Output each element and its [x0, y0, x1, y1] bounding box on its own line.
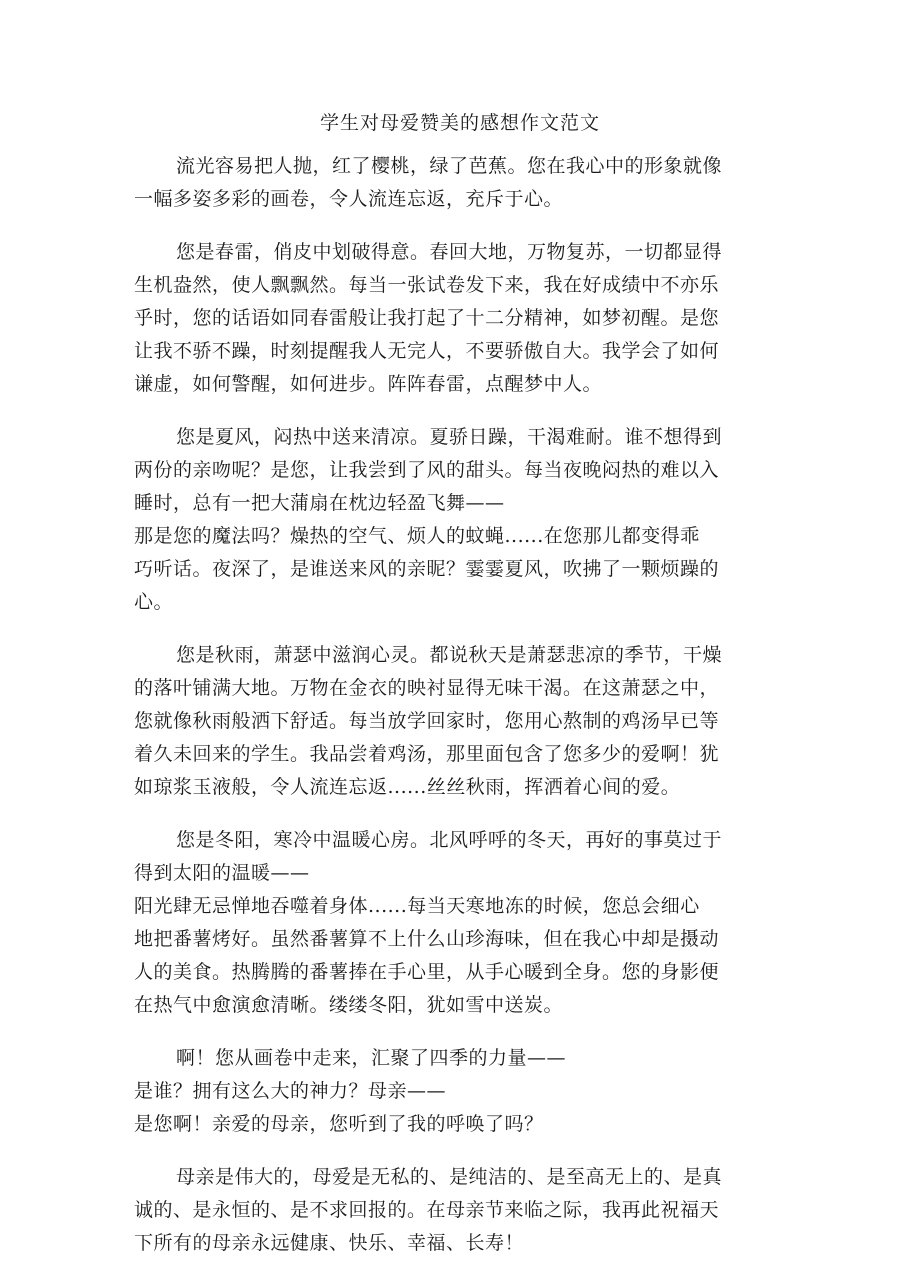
- paragraph-6: [134, 1042, 774, 1141]
- text-line: 睡时，总有一把大蒲扇在枕边轻盈飞舞——: [134, 492, 505, 514]
- text-line: 那是您的魔法吗？燥热的空气、烦人的蚊蝇......在您那儿都变得乖: [134, 525, 700, 547]
- paragraph-3: [134, 421, 774, 619]
- text-line: 着久未回来的学生。我品尝着鸡汤，那里面包含了您多少的爱啊！犹: [134, 743, 720, 765]
- text-line: 乎时，您的话语如同春雷般让我打起了十二分精神，如梦初醒。是您: [134, 307, 720, 329]
- text-line: 下所有的母亲永远健康、快乐、幸福、长寿！: [134, 1232, 525, 1254]
- text-line: 是谁？拥有这么大的神力？母亲——: [134, 1080, 447, 1102]
- text-line: 您是秋雨，萧瑟中滋润心灵。都说秋天是萧瑟悲凉的季节，干燥: [176, 644, 723, 666]
- text-line: 流光容易把人抛，红了樱桃，绿了芭蕉。您在我心中的形象就像: [176, 155, 723, 177]
- text-line: 一幅多姿多彩的画卷，令人流连忘返，充斥于心。: [134, 188, 564, 210]
- text-line: 的落叶铺满大地。万物在金衣的映衬显得无味干渴。在这萧瑟之中，: [134, 677, 720, 699]
- text-line: 得到太阳的温暖——: [134, 862, 310, 884]
- text-line: 您是冬阳，寒冷中温暖心房。北风呼呼的冬天，再好的事莫过于: [176, 829, 723, 851]
- document-title: 学生对母爱赞美的感想作文范文: [319, 112, 600, 134]
- document-body: [134, 150, 774, 1280]
- text-line: 您就像秋雨般洒下舒适。每当放学回家时，您用心熬制的鸡汤早已等: [134, 710, 720, 732]
- paragraph-5: [134, 824, 774, 1022]
- paragraph-1: [134, 150, 774, 216]
- text-line: 人的美食。热腾腾的番薯捧在手心里，从手心暖到全身。您的身影便: [134, 961, 720, 983]
- text-line: 您是春雷，俏皮中划破得意。春回大地，万物复苏，一切都显得: [176, 241, 723, 263]
- text-line: 巧听话。夜深了，是谁送来风的亲昵？霎霎夏风，吹拂了一颗烦躁的: [134, 558, 720, 580]
- text-line: 地把番薯烤好。虽然番薯算不上什么山珍海味，但在我心中却是摄动: [134, 928, 720, 950]
- text-line: 生机盎然，使人飘飘然。每当一张试卷发下来，我在好成绩中不亦乐: [134, 274, 720, 296]
- text-line: 您是夏风，闷热中送来清凉。夏骄日躁，干渴难耐。谁不想得到: [176, 426, 723, 448]
- text-line: 在热气中愈演愈清晰。缕缕冬阳，犹如雪中送炭。: [134, 994, 564, 1016]
- text-line: 心。: [134, 591, 174, 613]
- text-line: 让我不骄不躁，时刻提醒我人无完人，不要骄傲自大。我学会了如何: [134, 340, 720, 362]
- paragraph-4: [134, 639, 774, 804]
- text-line: 母亲是伟大的，母爱是无私的、是纯洁的、是至高无上的、是真: [176, 1166, 723, 1188]
- text-line: 是您啊！亲爱的母亲，您听到了我的呼唤了吗？: [134, 1113, 544, 1135]
- text-line: 谦虚，如何警醒，如何进步。阵阵春雷，点醒梦中人。: [134, 373, 603, 395]
- text-line: 诚的、是永恒的、是不求回报的。在母亲节来临之际，我再此祝福天: [134, 1199, 720, 1221]
- text-line: 阳光肆无忌惮地吞噬着身体......每当天寒地冻的时候，您总会细心: [134, 895, 700, 917]
- paragraph-7: [134, 1161, 774, 1260]
- text-line: 两份的亲吻呢？是您，让我尝到了风的甜头。每当夜晚闷热的难以入: [134, 459, 720, 481]
- text-line: 如琼浆玉液般，令人流连忘返......丝丝秋雨，挥洒着心间的爱。: [134, 776, 681, 798]
- text-line: 啊！您从画卷中走来，汇聚了四季的力量——: [176, 1047, 567, 1069]
- paragraph-2: [134, 236, 774, 401]
